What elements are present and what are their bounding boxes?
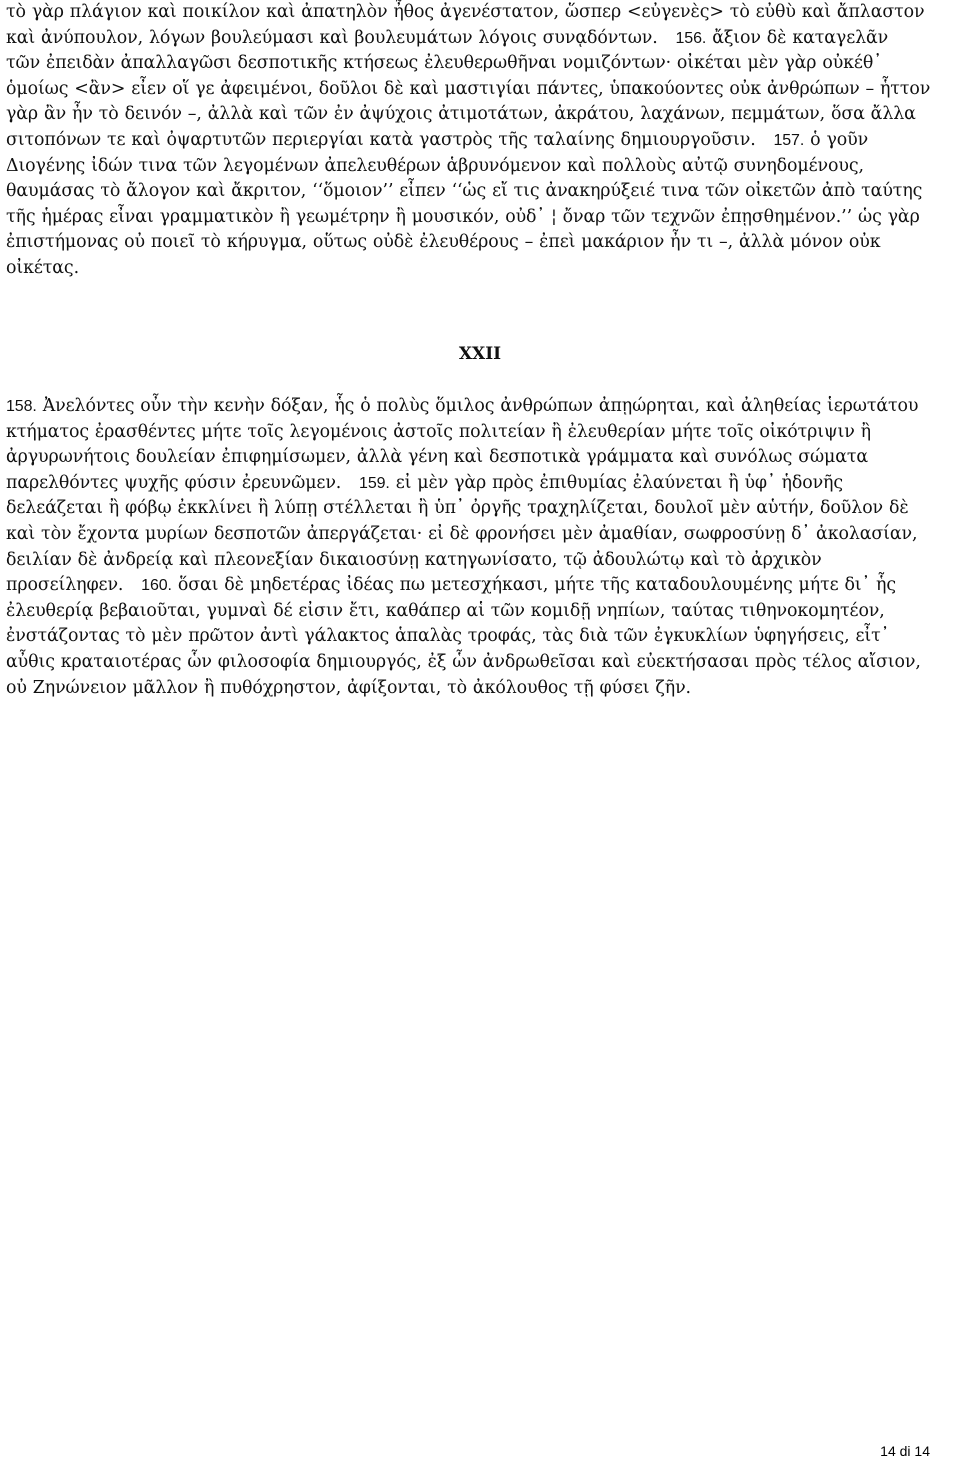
text-fragment: εἰ μὲν γὰρ πρὸς ἐπιθυμίας ἐλαύνεται ἢ ὑφ᾽ ἡδονῆς: [395, 472, 844, 493]
text-line: τῶν ἐπειδὰν ἀπαλλαγῶσι δεσποτικῆς κτήσεως ἐλευθερωθῆναι νομιζόντων· οἰκέται μὲν γὰρ οὐκέθ᾽: [6, 53, 882, 74]
text-fragment: σιτοπόνων τε καὶ ὀψαρτυτῶν περιεργίαι κατὰ γαστρὸς τῆς ταλαίνης δημιουργοῦσιν.: [6, 129, 756, 150]
chapter-text-block: [6, 394, 956, 701]
text-line: θαυμάσας τὸ ἄλογον καὶ ἄκριτον, ‘‘ὅμοιον’’ εἶπεν ‘‘ὡς εἴ τις ἀνακηρύξειέ τινα τῶν οἰκετῶν ἀπὸ ταύτης: [6, 181, 923, 202]
text-line: [6, 394, 956, 420]
paragraph-155-157: [6, 0, 956, 282]
section-number-158: 158.: [6, 398, 37, 415]
text-line: δελεάζεται ἢ φόβῳ ἐκκλίνει ἢ λύπῃ στέλλεται ἢ ὑπ᾽ ὀργῆς τραχηλίζεται, δουλοῖ μὲν αὑτήν, δοῦλον δὲ: [6, 498, 909, 519]
text-fragment: προσείληφεν.: [6, 575, 124, 596]
text-line: [6, 471, 956, 497]
text-line: Διογένης ἰδών τινα τῶν λεγομένων ἀπελευθέρων ἁβρυνόμενον καὶ πολλοὺς αὐτῷ συνηδομένους,: [6, 155, 864, 176]
chapter-heading: XXII: [458, 344, 502, 364]
text-fragment: Ἀνελόντες οὖν τὴν κενὴν δόξαν, ἧς ὁ πολὺς ὅμιλος ἀνθρώπων ἀπῃώρηται, καὶ ἀληθείας ἱερωτάτου: [42, 396, 919, 416]
text-line: καὶ τὸν ἔχοντα μυρίων δεσποτῶν ἀπεργάζεται· εἰ δὲ φρονήσει μὲν ἀμαθίαν, σωφροσύνῃ δ᾽ ἀκολασίαν,: [6, 523, 918, 544]
text-line: γὰρ ἂν ἦν τὸ δεινόν –, ἀλλὰ καὶ τῶν ἐν ἀψύχοις ἀτιμοτάτων, ἀκράτου, λαχάνων, πεμμάτων, ὅσα ἄλλα: [6, 104, 916, 125]
text-line: τὸ γὰρ πλάγιον καὶ ποικίλον καὶ ἀπατηλὸν ἦθος ἀγενέστατον, ὥσπερ <εὐγενὲς> τὸ εὐθὺ καὶ ἄπλαστον: [6, 2, 925, 22]
text-line: ἐνστάζοντας τὸ μὲν πρῶτον ἀντὶ γάλακτος ἁπαλὰς τροφάς, τὰς διὰ τῶν ἐγκυκλίων ὑφηγήσεις, εἶτ᾽: [6, 626, 890, 647]
main-text-block: [6, 0, 956, 282]
text-line: [6, 573, 956, 599]
text-line: κτήματος ἐρασθέντες μήτε τοῖς λεγομένοις ἀστοῖς πολιτείαν ἢ ἐλευθερίαν μήτε τοῖς οἰκότριψιν ἢ: [6, 421, 871, 442]
text-fragment: παρελθόντες ψυχῆς φύσιν ἐρευνῶμεν.: [6, 472, 342, 493]
text-fragment: ὁ γοῦν: [810, 129, 869, 150]
text-fragment: ὡς γὰρ: [857, 206, 920, 227]
text-fragment: καὶ ἀνύπουλον, λόγων βουλεύμασι καὶ βουλευμάτων λόγοις συνᾳδόντων.: [6, 27, 658, 48]
text-line: οἰκέτας.: [6, 257, 79, 278]
section-number-156: 156.: [675, 29, 707, 47]
text-line: δειλίαν δὲ ἀνδρείᾳ καὶ πλεονεξίαν δικαιοσύνῃ κατηγωνίσατο, τῷ ἀδουλώτῳ καὶ τὸ ἀρχικὸν: [6, 549, 822, 570]
section-number-157: 157.: [773, 131, 805, 149]
text-line: ἐπιστήμονας οὐ ποιεῖ τὸ κήρυγμα, οὕτως οὐδὲ ἐλευθέρους – ἐπεὶ μακάριον ἦν τι –, ἀλλὰ μόνον οὐκ: [6, 232, 881, 253]
text-line: ὁμοίως <ἂν> εἶεν οἵ γε ἀφειμένοι, δοῦλοι δὲ καὶ μαστιγίαι πάντες, ὑπακούοντες οὐκ ἀνθρώπων – ἧττον: [6, 78, 931, 99]
section-number-159: 159.: [359, 474, 390, 492]
text-fragment: τῆς ἡμέρας εἶναι γραμματικὸν ἢ γεωμέτρην ἢ μουσικόν, οὐδ᾽ ¦ ὄναρ τῶν τεχνῶν ἐπῃσθημένον.’’: [6, 206, 853, 227]
page-number: 14 di 14: [880, 1443, 930, 1459]
text-line: οὐ Ζηνώνειον μᾶλλον ἢ πυθόχρηστον, ἀφίξονται, τὸ ἀκόλουθος τῇ φύσει ζῆν.: [6, 677, 691, 698]
text-line: ἐλευθερίᾳ βεβαιοῦται, γυμναὶ δέ εἰσιν ἔτι, καθάπερ αἱ τῶν κομιδῇ νηπίων, ταύτας τιθηνοκομητέον,: [6, 600, 885, 621]
text-line: [6, 128, 956, 154]
paragraph-158-160: [6, 394, 956, 701]
text-fragment: ἄξιον δὲ καταγελᾶν: [712, 27, 889, 48]
section-number-160: 160.: [141, 577, 172, 595]
text-fragment: ὅσαι δὲ μηδετέρας ἰδέας πω μετεσχήκασι, μήτε τῆς καταδουλουμένης μήτε δι᾽ ἧς: [177, 575, 897, 596]
text-line: αὖθις κραταιοτέρας ὧν φιλοσοφία δημιουργός, ἐξ ὧν ἀνδρωθεῖσαι καὶ εὐεκτήσασαι πρὸς τέλος αἴσιον,: [6, 651, 921, 672]
text-line: [6, 26, 956, 52]
text-line: ἀργυρωνήτοις δουλείαν ἐπιφημίσωμεν, ἀλλὰ γένη καὶ δεσποτικὰ γράμματα καὶ συνόλως σώματα: [6, 447, 869, 468]
text-line: [6, 205, 956, 231]
